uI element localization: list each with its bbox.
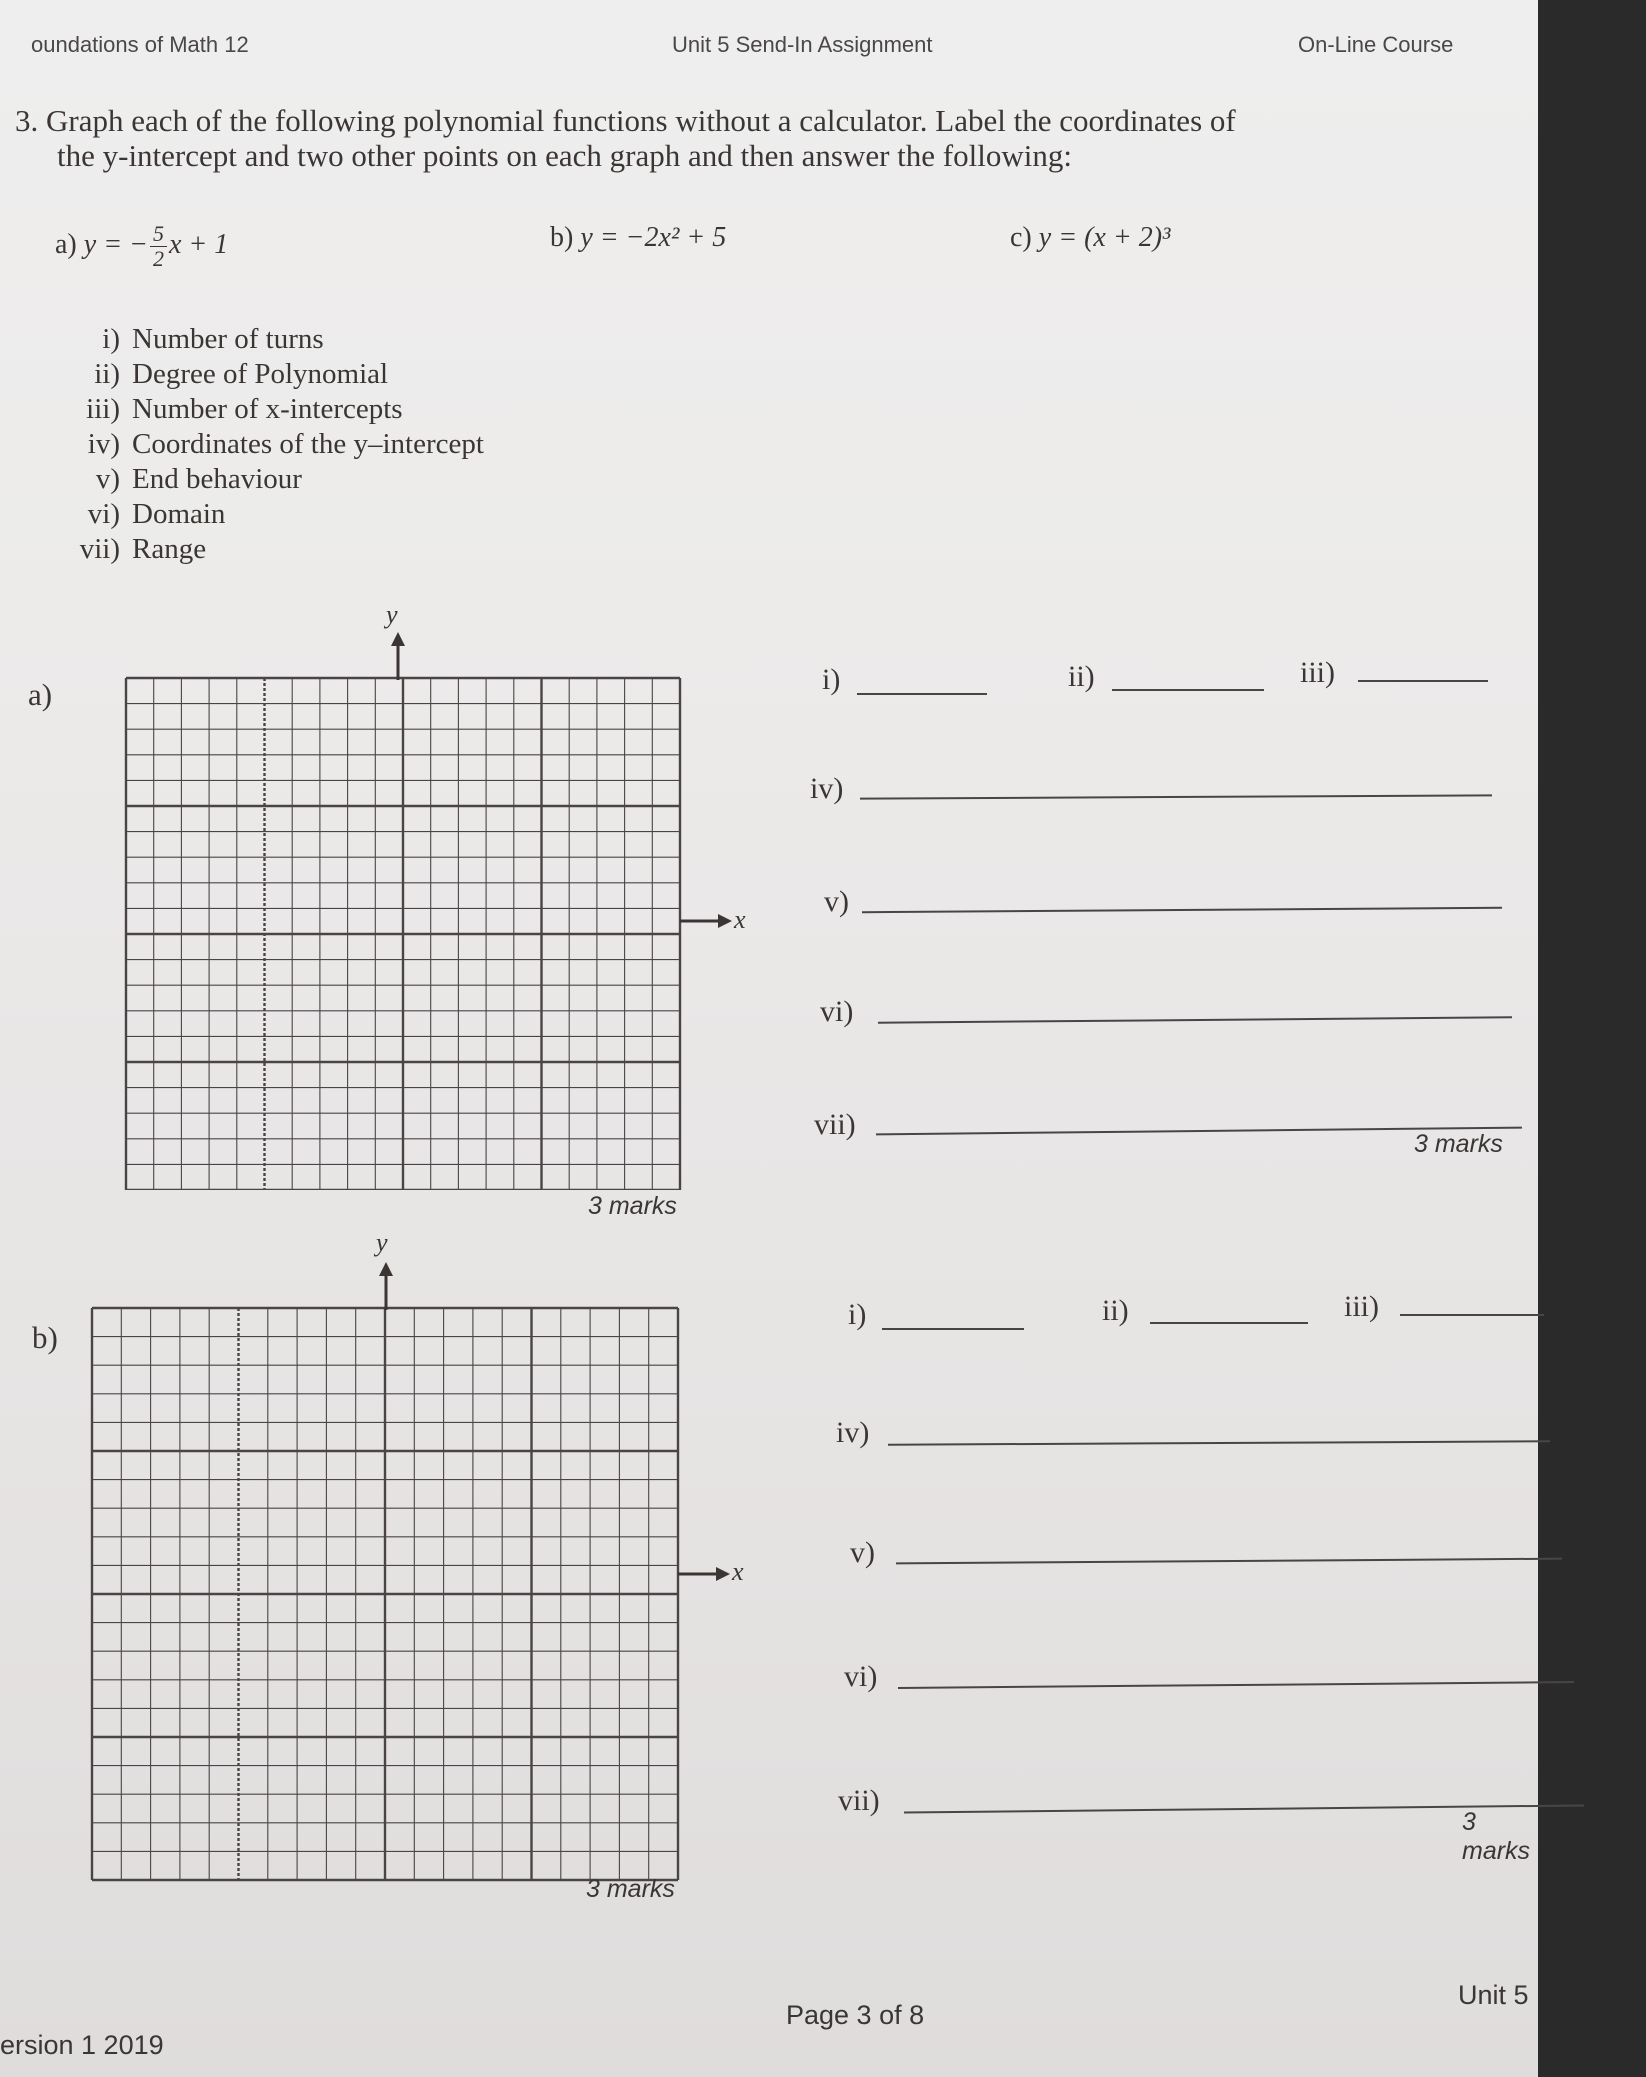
- part-b-answer-ii[interactable]: ii): [1102, 1294, 1129, 1328]
- part-b-answer-marks: 3 marks: [1462, 1808, 1531, 1865]
- list-item: v) End behaviour: [95, 463, 302, 495]
- answer-line[interactable]: [1358, 680, 1488, 682]
- part-a-x-axis-label: x: [734, 905, 746, 934]
- part-a-graph-grid[interactable]: [122, 630, 742, 1190]
- part-b-graph-grid[interactable]: [88, 1258, 748, 1884]
- part-b-answer-v[interactable]: v): [850, 1536, 875, 1570]
- equation-a: a) y = − $\frac{5}{2}$ x + 1: [55, 221, 229, 271]
- part-a-graph-marks: 3 marks: [588, 1192, 677, 1220]
- question-line-1: 3. Graph each of the following polynomial functions without a calculator. Label the coordinates of: [15, 103, 1236, 138]
- part-a-y-axis-label: y: [386, 600, 398, 629]
- part-a-answer-marks: 3 marks: [1414, 1130, 1503, 1158]
- answer-line[interactable]: [860, 794, 1492, 799]
- list-item: iv) Coordinates of the y–intercept: [87, 428, 484, 460]
- part-b-y-axis-label: y: [376, 1228, 388, 1257]
- header-assignment: Unit 5 Send-In Assignment: [672, 32, 933, 57]
- answer-line[interactable]: [878, 1016, 1512, 1024]
- list-item: i) Number of turns: [102, 323, 324, 355]
- grid-lines: [92, 1308, 678, 1880]
- part-b-answer-vii[interactable]: vii): [838, 1784, 880, 1818]
- part-b-answer-iii[interactable]: iii): [1344, 1290, 1379, 1324]
- answer-line[interactable]: [862, 907, 1502, 913]
- part-b-x-axis-label: x: [732, 1557, 744, 1586]
- y-axis-arrow-icon: [379, 1262, 393, 1276]
- part-a-label: a): [28, 677, 53, 712]
- footer-unit: Unit 5: [1458, 1980, 1529, 2010]
- part-b-graph-marks: 3 marks: [586, 1875, 675, 1903]
- answer-line[interactable]: [888, 1440, 1550, 1445]
- questions-list: [48, 322, 484, 567]
- list-item: ii) Degree of Polynomial: [94, 358, 389, 390]
- part-a-answer-iv[interactable]: iv): [810, 772, 843, 806]
- part-a-answer-vii[interactable]: vii): [814, 1108, 856, 1142]
- footer-version: ersion 1 2019: [0, 2030, 164, 2060]
- answer-line[interactable]: [857, 693, 987, 695]
- part-a-answer-i[interactable]: i): [822, 663, 840, 697]
- part-a-answer-v[interactable]: v): [824, 885, 849, 919]
- part-a-answer-ii[interactable]: ii): [1068, 660, 1095, 694]
- part-b-answer-i[interactable]: i): [848, 1298, 866, 1332]
- answer-line[interactable]: [1400, 1314, 1544, 1316]
- equation-b: b) y = −2x² + 5: [550, 222, 727, 253]
- part-b-label: b): [32, 1320, 58, 1355]
- question-text: [15, 103, 1236, 173]
- answer-line[interactable]: [896, 1558, 1562, 1565]
- footer-page-number: Page 3 of 8: [786, 2000, 925, 2030]
- header-course: oundations of Math 12: [31, 32, 249, 57]
- list-item: vi) Domain: [87, 498, 226, 530]
- header-course-type: On-Line Course: [1298, 32, 1454, 57]
- x-axis-arrow-icon: [718, 914, 732, 928]
- part-b-answer-iv[interactable]: iv): [836, 1416, 869, 1450]
- answer-line[interactable]: [882, 1328, 1024, 1330]
- part-a-answer-iii[interactable]: iii): [1300, 656, 1335, 690]
- part-a-answer-vi[interactable]: vi): [820, 995, 853, 1029]
- list-item: vii) Range: [79, 533, 207, 565]
- answer-line[interactable]: [1112, 689, 1264, 691]
- grid-lines: [126, 678, 680, 1190]
- fraction: $\frac{5}{2}$: [150, 222, 167, 271]
- list-item: iii) Number of x-intercepts: [86, 393, 403, 425]
- part-b-answer-vi[interactable]: vi): [844, 1660, 877, 1694]
- answer-line[interactable]: [898, 1681, 1574, 1689]
- y-axis-arrow-icon: [391, 632, 405, 646]
- answer-line[interactable]: [1150, 1322, 1308, 1324]
- question-line-2: the y-intercept and two other points on each graph and then answer the following:: [57, 138, 1072, 173]
- equation-c: c) y = (x + 2)³: [1010, 222, 1171, 253]
- x-axis-arrow-icon: [716, 1567, 730, 1581]
